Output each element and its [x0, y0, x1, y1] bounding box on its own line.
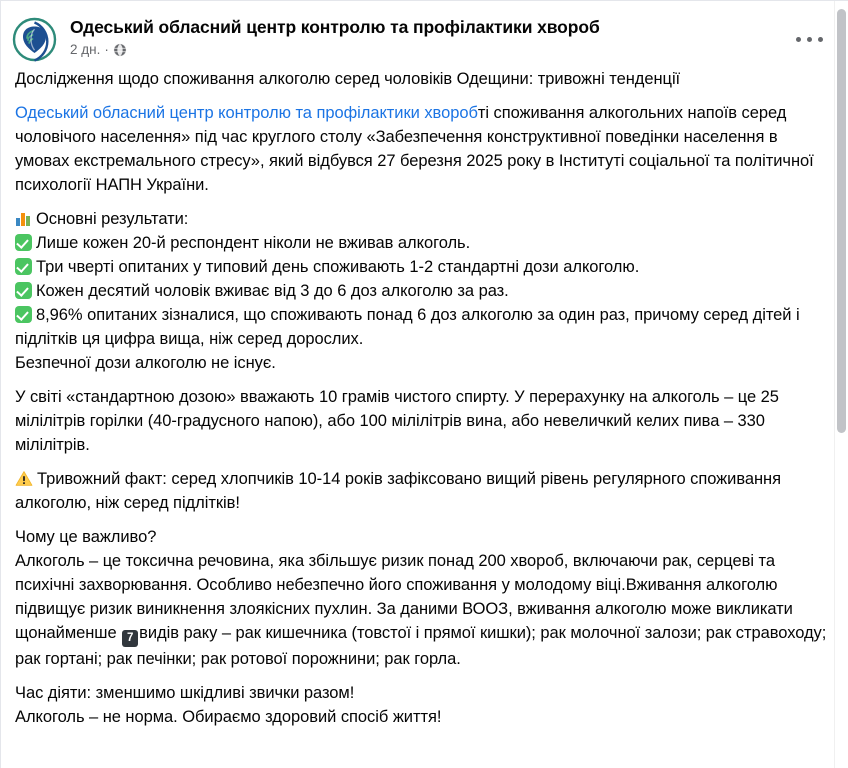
warning-emoji-icon: [15, 470, 33, 487]
result-bullet-text: 8,96% опитаних зізналися, що споживають понад 6 доз алкоголю за один раз, причому серед дітей і підлітків ця цифра вища, ніж серед дорослих.: [15, 306, 800, 348]
post-meta: [70, 41, 600, 59]
link-paragraph: [15, 101, 832, 197]
check-mark-emoji-icon: [15, 282, 32, 299]
results-heading-label: Основні результати:: [36, 210, 189, 228]
check-mark-emoji-icon: [15, 234, 32, 251]
meta-separator: ·: [104, 42, 109, 57]
why-heading: Чому це важливо?: [15, 528, 157, 546]
why-paragraph-part1: Алкоголь – це токсична речовина, яка збільшує ризик понад 200 хвороб, включаючи рак, серцеві та психічні захворювання. Особливо небезпечно його споживання у молодому віці.Вживання алкоголю підвищує ризик виникнення злоякісних пухлин. За даними ВООЗ, вживання алкоголю може викликати щонайменше: [15, 552, 793, 642]
keycap-seven-emoji-icon: 7: [122, 630, 138, 647]
post-timestamp[interactable]: 2 дн.: [70, 42, 101, 57]
spacer: [15, 457, 832, 467]
result-bullet-4: [15, 303, 832, 351]
more-dot: [796, 37, 801, 42]
scrollbar-track[interactable]: [834, 1, 848, 768]
organization-logo-icon: [11, 16, 58, 63]
page-name[interactable]: Одеський обласний центр контролю та профілактики хвороб: [70, 17, 600, 37]
post-body: [1, 57, 848, 729]
warning-paragraph: [15, 467, 832, 515]
result-bullet-1: [15, 231, 832, 255]
result-bullet-3: [15, 279, 832, 303]
check-mark-emoji-icon: [15, 258, 32, 275]
results-heading: [15, 207, 832, 231]
call-to-action-1: Час діяти: зменшимо шкідливі звички разом!: [15, 684, 355, 702]
result-bullet-2: [15, 255, 832, 279]
link-continuation-text: ті споживання алкогольних напоїв серед чоловічого населення» під час круглого столу «Забезпечення конструктивної поведінки населення в умовах екстремального стресу», який відбувся 27 березня 2025 року в Інституті соціальної та політичної психології НАПН України.: [15, 104, 814, 194]
check-mark-emoji-icon: [15, 306, 32, 323]
intro-paragraph: Дослідження щодо споживання алкоголю серед чоловіків Одещини: тривожні тенденції: [15, 70, 681, 88]
why-paragraph: [15, 549, 832, 671]
more-dot: [818, 37, 823, 42]
bar-chart-emoji-icon: [15, 210, 32, 227]
post-header-text: [70, 15, 600, 59]
result-bullet-text: Кожен десятий чоловік вживає від 3 до 6 доз алкоголю за раз.: [36, 282, 509, 300]
more-dot: [807, 37, 812, 42]
result-bullet-text: Три чверті опитаних у типовий день споживають 1-2 стандартні дози алкоголю.: [36, 258, 640, 276]
page-link[interactable]: Одеський обласний центр контролю та профілактики хвороб: [15, 104, 478, 122]
avatar[interactable]: [11, 16, 58, 63]
no-safe-dose-line: Безпечної дози алкоголю не існує.: [15, 354, 276, 372]
standard-dose-paragraph: У світі «стандартною дозою» вважають 10 грамів чистого спирту. У перерахунку на алкоголь – це 25 мілілітрів горілки (40-градусного напою), або 100 мілілітрів вина, або невеличкий келих пива – 330 мілілітрів.: [15, 388, 779, 454]
warning-text: Тривожний факт: серед хлопчиків 10-14 років зафіксовано вищий рівень регулярного споживання алкоголю, ніж серед підлітків!: [15, 470, 781, 512]
post-header: [1, 1, 848, 57]
more-options-button[interactable]: [792, 32, 826, 46]
scrollbar-thumb[interactable]: [837, 9, 846, 433]
result-bullet-text: Лише кожен 20-й респондент ніколи не вживав алкоголь.: [36, 234, 471, 252]
spacer: [15, 197, 832, 207]
why-paragraph-part2: видів раку – рак кишечника (товстої і прямої кишки); рак молочної залози; рак стравоходу; рак гортані; рак печінки; рак ротової порожнини; рак горла.: [15, 624, 827, 668]
spacer: [15, 91, 832, 101]
spacer: [15, 671, 832, 681]
spacer: [15, 515, 832, 525]
globe-icon[interactable]: [113, 43, 127, 57]
call-to-action-2: Алкоголь – не норма. Обираємо здоровий спосіб життя!: [15, 708, 442, 726]
spacer: [15, 375, 832, 385]
